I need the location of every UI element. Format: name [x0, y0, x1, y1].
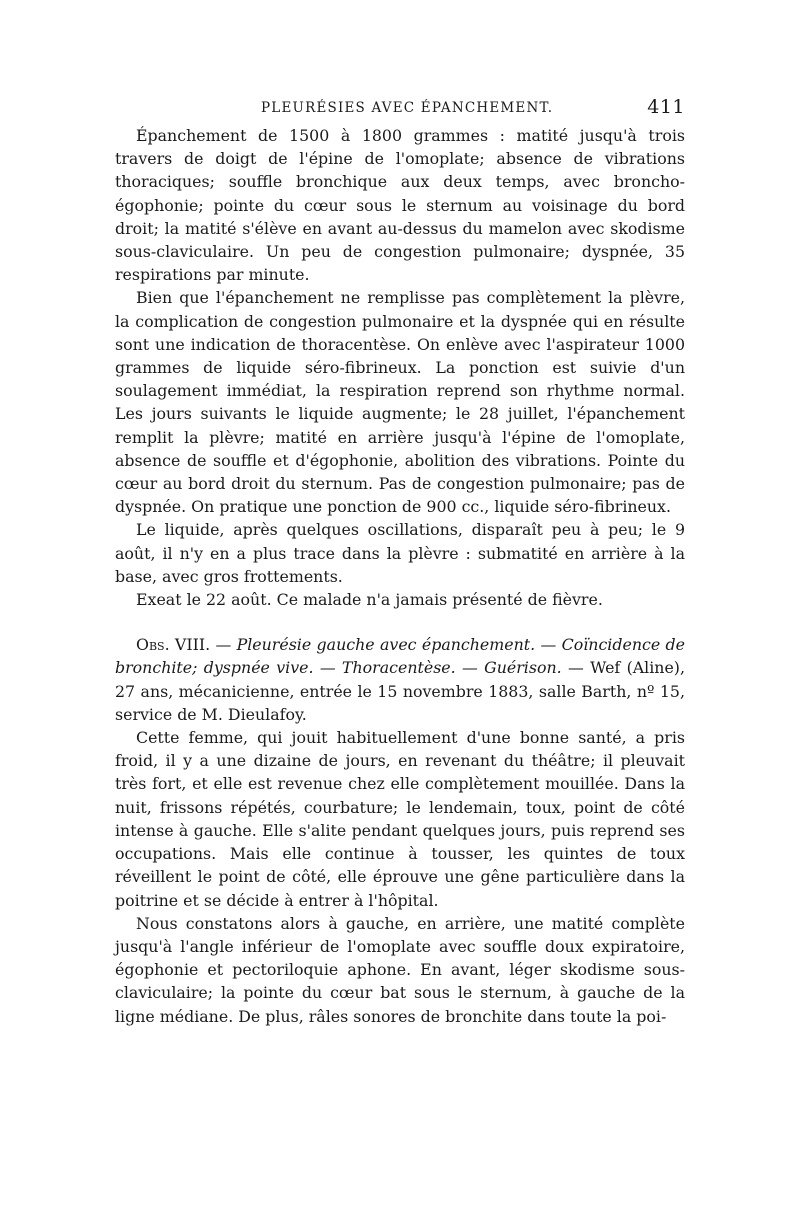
- observation-details: — Wef (Aline), 27 ans, mécanicienne, entrée le 15 novembre 1883, salle Barth, nº 15, service de M. Dieulafoy.: [115, 658, 685, 724]
- running-header: [115, 96, 685, 124]
- observation-title: — Pleurésie gauche avec épanchement. — Coïncidence de bronchite; dyspnée vive. — Thoracentèse. — Guérison.: [115, 635, 685, 678]
- observation-heading: [115, 633, 685, 726]
- paragraph-effusion: Épanchement de 1500 à 1800 grammes : matité jusqu'à trois travers de doigt de l'épine de l'omoplate; absence de vibrations thoraciques; souffle bronchique aux deux temps, avec broncho-égophonie; pointe du cœur sous le sternum au voisinage du bord droit; la matité s'élève en avant au-dessus du mamelon avec skodisme sous-claviculaire. Un peu de congestion pulmonaire; dyspnée, 35 respirations par minute.: [115, 126, 685, 285]
- paragraph-resolution: Le liquide, après quelques oscillations, disparaît peu à peu; le 9 août, il n'y en a plus trace dans la plèvre : submatité en arrière à la base, avec gros frottements.: [115, 520, 685, 586]
- paragraph-history: Cette femme, qui jouit habituellement d'une bonne santé, a pris froid, il y a une dizaine de jours, en revenant du théâtre; il pleuvait très fort, et elle est revenue chez elle complètement mouillée. Dans la nuit, frissons répétés, courbature; le lendemain, toux, point de côté intense à gauche. Elle s'alite pendant quelques jours, puis reprend ses occupations. Mais elle continue à tousser, les quintes de toux réveillent le point de côté, elle éprouve une gêne particulière dans la poitrine et se décide à entrer à l'hôpital.: [115, 728, 685, 910]
- book-page: [115, 96, 685, 1028]
- running-title: PLEURÉSIES AVEC ÉPANCHEMENT.: [261, 100, 554, 116]
- page-number: 411: [647, 96, 685, 118]
- paragraph-discharge: Exeat le 22 août. Ce malade n'a jamais présenté de fièvre.: [136, 590, 603, 610]
- paragraph-examination: Nous constatons alors à gauche, en arrière, une matité complète jusqu'à l'angle inférieur de l'omoplate avec souffle doux expiratoire, égophonie et pectoriloquie aphone. En avant, léger skodisme sous-claviculaire; la pointe du cœur bat sous le sternum, à gauche de la ligne médiane. De plus, râles sonores de bronchite dans toute la poi-: [115, 913, 685, 1026]
- observation-label: Obs. VIII.: [136, 635, 211, 655]
- paragraph-thoracentesis: Bien que l'épanchement ne remplisse pas complètement la plèvre, la complication de congestion pulmonaire et la dyspnée qui en résulte sont une indication de thoracentèse. On enlève avec l'aspirateur 1000 grammes de liquide séro-fibrineux. La ponction est suivie d'un soulagement immédiat, la respiration reprend son rhythme normal. Les jours suivants le liquide augmente; le 28 juillet, l'épanchement remplit la plèvre; matité en arrière jusqu'à l'épine de l'omoplate, absence de souffle et d'égophonie, abolition des vibrations. Pointe du cœur au bord droit du sternum. Pas de congestion pulmonaire; pas de dyspnée. On pratique une ponction de 900 cc., liquide séro-fibrineux.: [115, 288, 685, 517]
